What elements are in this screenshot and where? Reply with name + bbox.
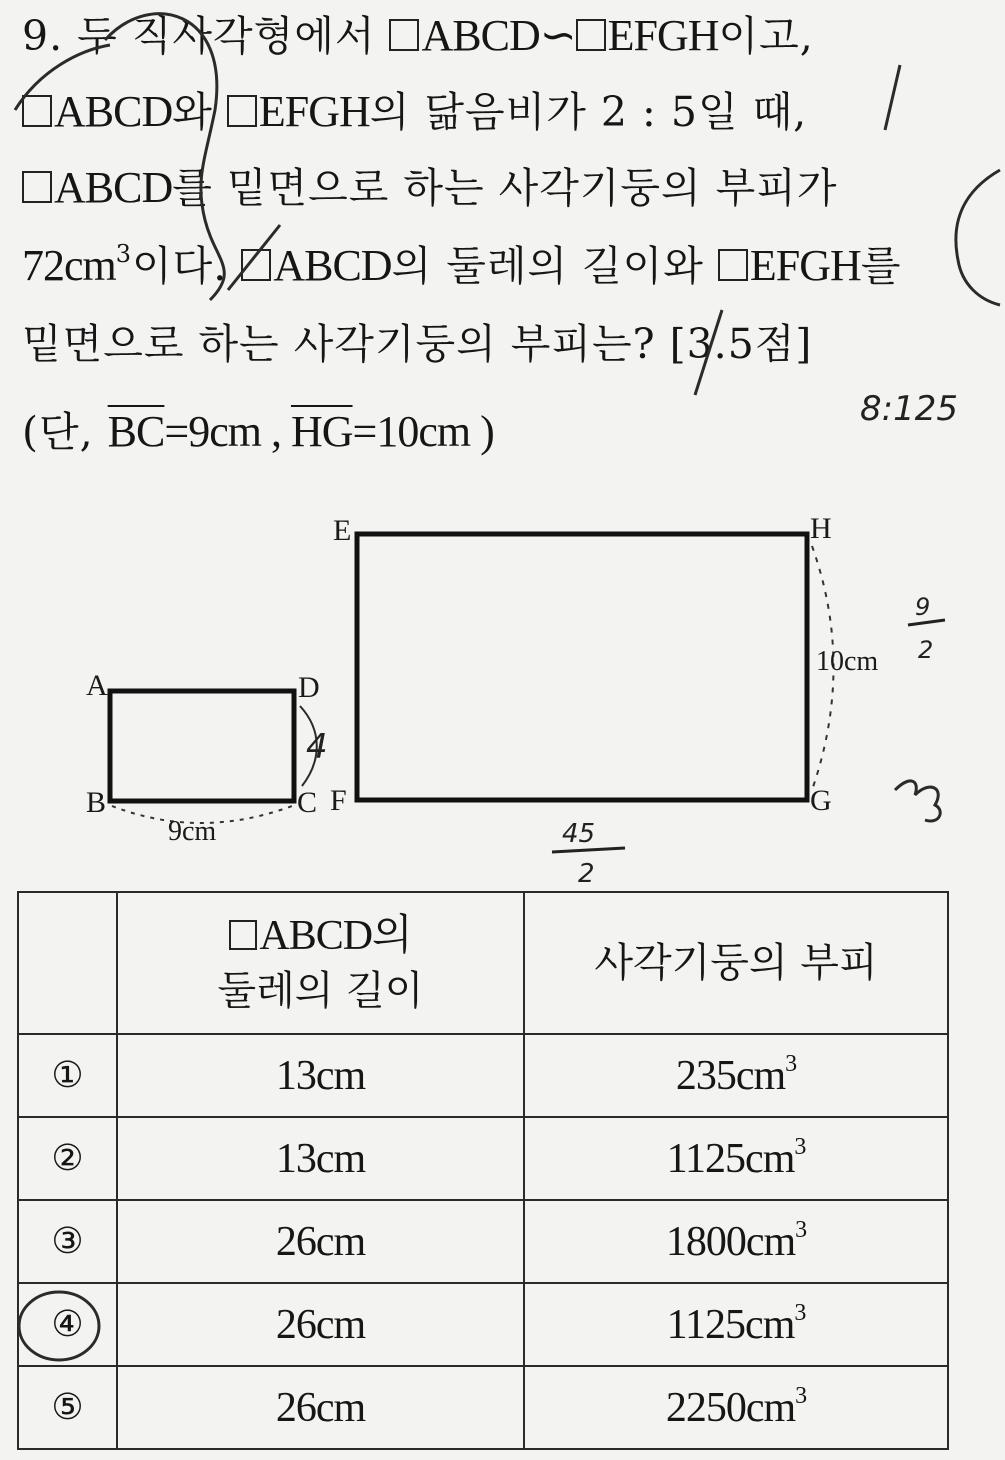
vertex-f: F [330, 784, 347, 817]
choice-perimeter: 13cm [117, 1034, 524, 1117]
volume-value: 1125cm [666, 1135, 795, 1182]
pencil-curve-right [956, 170, 1000, 305]
vertex-e: E [333, 514, 352, 547]
exponent: 3 [795, 1216, 807, 1243]
table-row[interactable] [18, 1200, 948, 1283]
fraction-numerator: 9 [915, 593, 931, 621]
segment-hg: $\overline{HG}$ [290, 407, 353, 456]
vertex-g: G [810, 784, 832, 817]
volume-value: 1800cm [665, 1218, 796, 1265]
handwritten-side-note: 4 [306, 727, 328, 767]
header-blank [18, 892, 117, 1034]
choice-number[interactable]: ⑤ [18, 1366, 117, 1449]
volume-value: 72cm [22, 241, 116, 290]
fraction-denominator: 2 [578, 859, 595, 889]
vertex-d: D [298, 671, 320, 704]
table-row[interactable] [18, 1117, 948, 1200]
choice-number: ④ [51, 1304, 84, 1345]
table-header-row [18, 892, 948, 1034]
bc-dimension-label: 9cm [168, 816, 217, 847]
abcd-label: ABCD [54, 87, 173, 136]
pencil-scribble [895, 781, 940, 821]
hg-value: =10cm ) [352, 407, 494, 456]
pencil-slash-2 [228, 225, 280, 290]
exponent: 3 [785, 1050, 797, 1077]
pencil-fraction-right [908, 593, 945, 664]
rect-abcd-shape [110, 691, 294, 801]
handwritten-ratio-note: 8:125 [860, 389, 958, 429]
pencil-slash-3 [695, 310, 722, 395]
fraction-numerator: 45 [562, 819, 596, 849]
header-perimeter-line1: ABCD의 [259, 912, 412, 959]
choice-perimeter: 26cm [117, 1366, 524, 1449]
ratio-text: 의 닮음비가 2 : 5일 때, [369, 88, 808, 136]
hg-dimension-label: 10cm [816, 646, 879, 677]
choice-perimeter: 26cm [117, 1283, 524, 1366]
volume-value: 1125cm [666, 1301, 795, 1348]
bc-value: =9cm , [164, 407, 291, 456]
selection-circle [19, 1292, 99, 1360]
choice-volume [524, 1366, 948, 1449]
header-volume: 사각기둥의 부피 [524, 892, 948, 1034]
vertex-b: B [86, 786, 107, 819]
choice-perimeter: 13cm [117, 1117, 524, 1200]
rect-efgh [330, 512, 878, 817]
figure-rectangles [0, 490, 1005, 890]
rect-symbol [229, 920, 257, 950]
table-row[interactable] [18, 1283, 948, 1366]
exponent: 3 [795, 1382, 807, 1409]
question-prefix: 9. 두 직사각형에서 [22, 12, 390, 60]
condition-open: (단, [22, 408, 108, 456]
header-perimeter-line2: 둘레의 길이 [217, 968, 424, 1015]
question-suffix: 를 [860, 242, 902, 290]
choice-number[interactable]: ② [18, 1117, 117, 1200]
answer-choices-table [17, 891, 949, 1450]
connector-text: 와 [172, 88, 227, 136]
vertex-a: A [86, 669, 108, 702]
exponent: 3 [794, 1133, 806, 1160]
choice-number[interactable]: ① [18, 1034, 117, 1117]
efgh-label: EFGH [749, 241, 861, 290]
question-ask: 밑면으로 하는 사각기둥의 부피는? [3.5점] [22, 320, 813, 368]
pencil-circle-mark [7, 1284, 104, 1365]
vertex-c: C [297, 786, 318, 819]
abcd-label: ABCD [54, 163, 173, 212]
efgh-label: EFGH [258, 87, 370, 136]
prism-text: 를 밑면으로 하는 사각기둥의 부피가 [172, 164, 838, 212]
perimeter-text: 의 둘레의 길이와 [391, 242, 718, 290]
pencil-fraction-bottom [552, 819, 625, 889]
fraction-denominator: 2 [918, 636, 934, 664]
volume-value: 2250cm [665, 1384, 796, 1431]
similarity-abcd: ABCD∽ [421, 11, 576, 60]
header-perimeter [117, 892, 524, 1034]
table-row[interactable] [18, 1366, 948, 1449]
choice-volume [524, 1117, 948, 1200]
pencil-annotations [0, 0, 1005, 480]
table-row[interactable] [18, 1034, 948, 1117]
exponent: 3 [794, 1299, 806, 1326]
rect-efgh-shape [357, 534, 807, 800]
exponent: 3 [115, 240, 133, 268]
rect-abcd [86, 669, 328, 847]
pencil-curve-left [105, 14, 224, 300]
volume-value: 235cm [675, 1052, 786, 1099]
segment-bc: $\overline{BC}$ [107, 407, 165, 456]
vertex-h: H [810, 512, 832, 545]
question-suffix: 이고, [718, 12, 814, 60]
abcd-label: ABCD [273, 241, 392, 290]
choice-perimeter: 26cm [117, 1200, 524, 1283]
choice-number[interactable]: ③ [18, 1200, 117, 1283]
choice-volume [524, 1034, 948, 1117]
similarity-efgh: EFGH [607, 11, 719, 60]
choice-number-circled[interactable] [18, 1283, 117, 1366]
choice-volume [524, 1283, 948, 1366]
pencil-curve-top [15, 45, 110, 110]
choice-volume [524, 1200, 948, 1283]
connector-text: 이다. [132, 242, 242, 290]
pencil-slash-1 [885, 65, 900, 130]
